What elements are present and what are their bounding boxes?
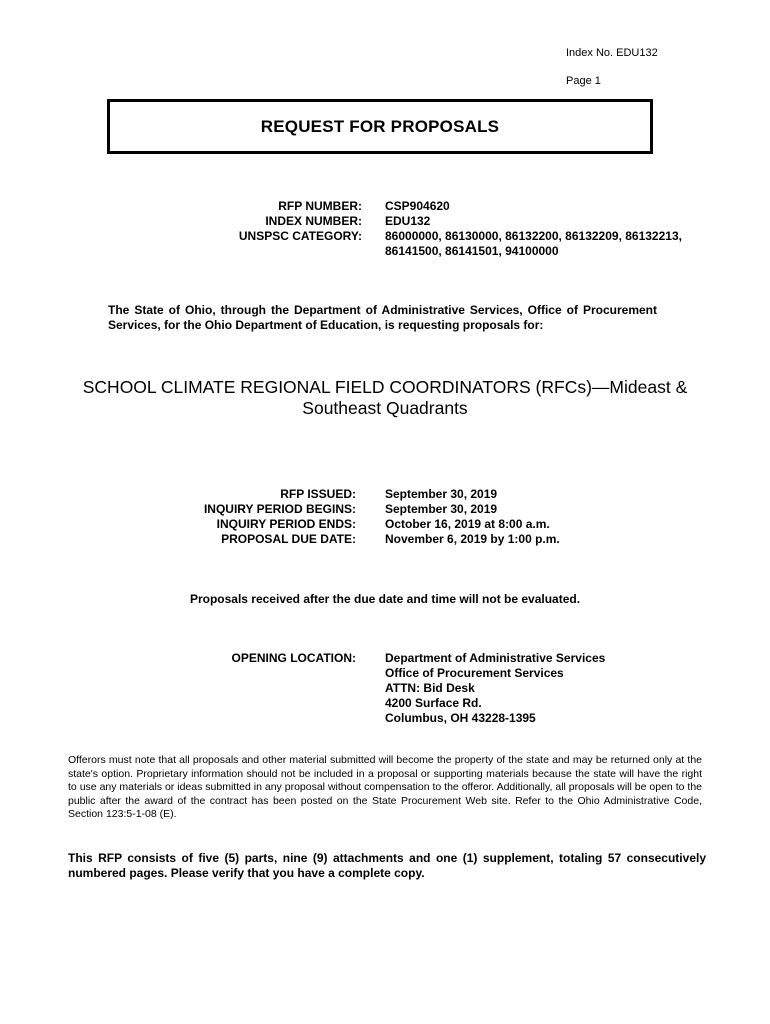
date-label: RFP ISSUED: [280,487,356,501]
opening-address [385,651,605,726]
subject-line-1: SCHOOL CLIMATE REGIONAL FIELD COORDINATORS (RFCs)—Mideast & [82,377,688,397]
page-count-notice: This RFP consists of five (5) parts, nine (9) attachments and one (1) supplement, totaling 57 consecutively numbered pages. Please verify that you have a complete copy. [68,851,706,880]
subject-line-2: Southeast Quadrants [302,398,468,418]
page-number: Page 1 [566,75,601,87]
date-value: September 30, 2019 [385,502,498,516]
date-row [150,487,560,502]
rfp-subject [60,377,710,419]
id-value: 86141500, 86141501, 94100000 [385,244,559,258]
address-line: Columbus, OH 43228-1395 [385,711,536,725]
address-line: Office of Procurement Services [385,666,564,680]
id-value: EDU132 [385,214,431,228]
id-value: 86000000, 86130000, 86132200, 86132209, 86132213, [385,229,682,243]
date-row [150,517,560,532]
date-value: September 30, 2019 [385,487,498,501]
date-value: November 6, 2019 by 1:00 p.m. [385,532,560,546]
id-row [150,229,682,244]
id-label: INDEX NUMBER: [265,214,362,228]
rfp-identifiers [150,199,682,259]
address-line: 4200 Surface Rd. [385,696,482,710]
late-proposal-notice: Proposals received after the due date and time will not be evaluated. [189,592,581,606]
id-label: RFP NUMBER: [278,199,362,213]
opening-row [150,651,605,726]
id-row [150,199,682,214]
date-row [150,502,560,517]
id-label: UNSPSC CATEGORY: [238,229,362,243]
id-label [150,244,362,259]
opening-location [150,651,605,726]
id-row [150,214,682,229]
date-label: INQUIRY PERIOD ENDS: [216,517,356,531]
address-line: Department of Administrative Services [385,651,606,665]
date-label: PROPOSAL DUE DATE: [221,532,356,546]
rfp-dates [150,487,560,547]
date-label: INQUIRY PERIOD BEGINS: [203,502,356,516]
offerors-notice: Offerors must note that all proposals and other material submitted will become the property of the state and may be returned only at the state's option. Proprietary information should not be included in a proposal or supporting materials because the state will have the right to use any materials or ideas submitted in any proposal without compensation to the offeror. Additionally, all proposals will be open to the public after the award of the contract has been posted on the State Procurement Web site. Refer to the Ohio Administrative Code, Section 123:5-1-08 (E). [68,754,702,820]
address-line: ATTN: Bid Desk [385,681,475,695]
intro-paragraph: The State of Ohio, through the Department of Administrative Services, Office of Procurement Services, for the Ohio Department of Education, is requesting proposals for: [108,303,657,332]
date-row [150,532,560,547]
opening-label: OPENING LOCATION: [231,651,356,665]
index-number-header: Index No. EDU132 [566,47,658,59]
id-row [150,244,682,259]
document-title: REQUEST FOR PROPOSALS [260,116,500,136]
title-box [107,99,653,154]
date-value: October 16, 2019 at 8:00 a.m. [385,517,550,531]
id-value: CSP904620 [385,199,450,213]
